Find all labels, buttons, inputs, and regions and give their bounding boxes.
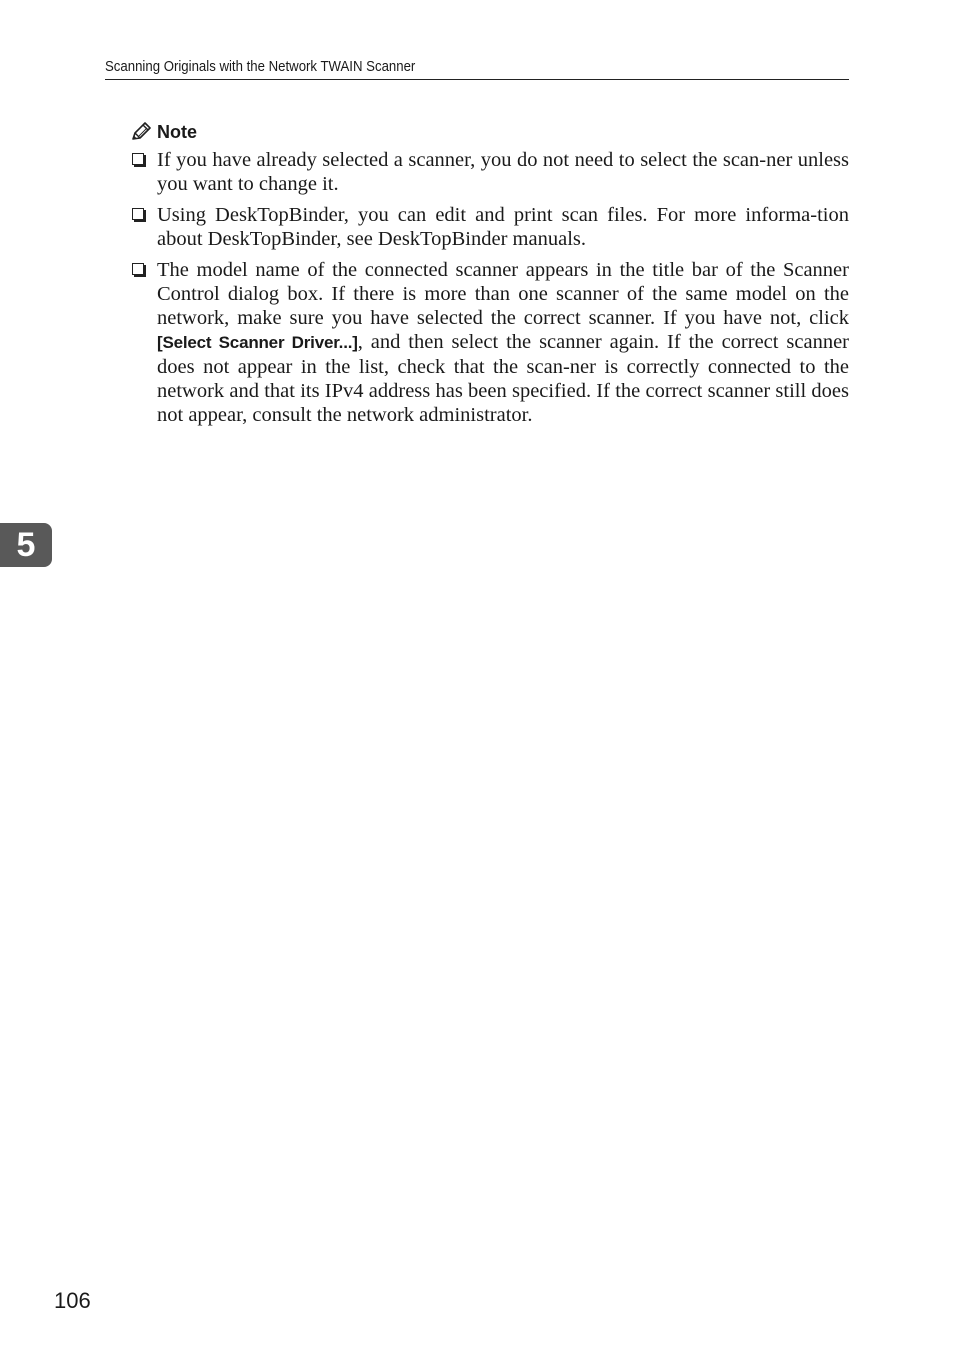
note-list xyxy=(130,148,849,434)
pencil-icon xyxy=(130,121,152,143)
select-scanner-driver-reference: [Select Scanner Driver...] xyxy=(157,333,358,352)
running-header xyxy=(105,57,849,80)
checkbox-bullet-icon xyxy=(132,263,144,275)
note-heading xyxy=(130,119,197,145)
checkbox-bullet-icon xyxy=(132,208,144,220)
note-item xyxy=(130,203,849,251)
note-item-text: Using DeskTopBinder, you can edit and print scan files. For more informa-tion about DeskTopBinder, see DeskTopBinder manuals. xyxy=(157,204,849,250)
note-item xyxy=(130,148,849,196)
note-item-text-after: , and then select the scanner again. If the correct scanner does not appear in the list, check that the scan-ner is correctly connected to the network and that its IPv4 address has been specified. If the correct scanner still does not appear, consult the network administrator. xyxy=(157,331,849,426)
checkbox-bullet-icon xyxy=(132,153,144,165)
chapter-tab xyxy=(0,523,52,567)
running-header-title: Scanning Originals with the Network TWAIN Scanner xyxy=(105,58,416,75)
page-number: 106 xyxy=(54,1288,91,1313)
note-item-text: If you have already selected a scanner, you do not need to select the scan-ner unless you want to change it. xyxy=(157,149,849,195)
note-item xyxy=(130,258,849,427)
note-heading-label: Note xyxy=(157,121,197,142)
note-item-text-before: The model name of the connected scanner appears in the title bar of the Scanner Control dialog box. If there is more than one scanner of the same model on the network, make sure you have selected the correct scanner. If you have not, click xyxy=(157,259,849,329)
chapter-number: 5 xyxy=(16,525,36,564)
